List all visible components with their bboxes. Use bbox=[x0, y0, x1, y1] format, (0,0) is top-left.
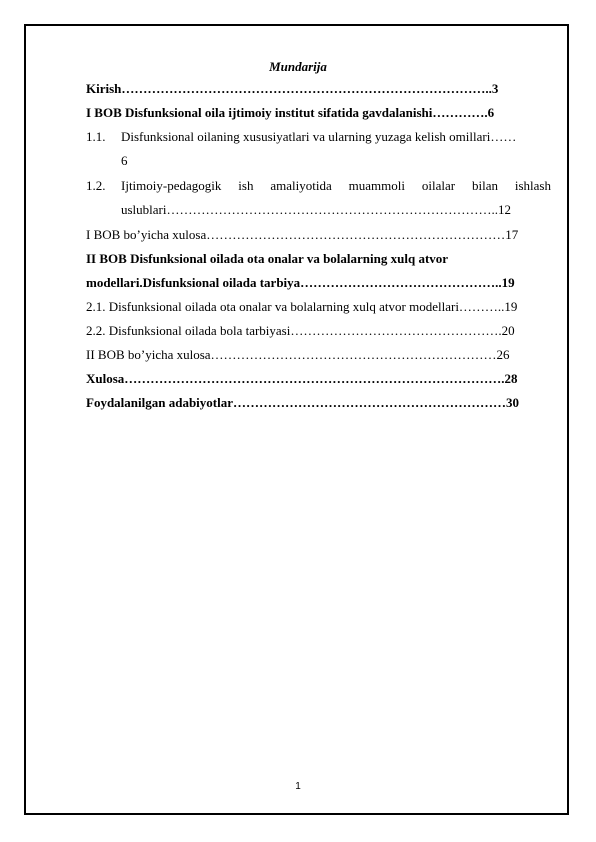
toc-adabiyotlar: Foydalanilgan adabiyotlar………………………………………………………30 bbox=[86, 395, 519, 410]
toc-bob1: I BOB Disfunksional oila ijtimoiy institut sifatida gavdalanishi………….6 bbox=[86, 105, 495, 120]
toc-item21: 2.1. Disfunksional oilada ota onalar va bolalarning xulq atvor modellari………..19 bbox=[86, 299, 518, 314]
toc-item11-text: Disfunksional oilaning xususiyatlari va ularning yuzaga kelish omillari…… bbox=[121, 129, 517, 144]
toc-title: Mundarija bbox=[269, 59, 327, 74]
toc-item12-text: Ijtimoiy-pedagogik ish amaliyotida muammoli oilalar bilan ishlash bbox=[121, 178, 551, 193]
toc-item11-number: 1.1. bbox=[86, 129, 106, 144]
toc-bob2-line2: modellari.Disfunksional oilada tarbiya………………………………………..19 bbox=[86, 275, 515, 290]
toc-item22: 2.2. Disfunksional oilada bola tarbiyasi………………………………………….20 bbox=[86, 323, 515, 338]
toc-bob1-xulosa: I BOB bo’yicha xulosa……………………………………………………………17 bbox=[86, 227, 519, 242]
toc-bob2-xulosa: II BOB bo’yicha xulosa…………………………………………………………26 bbox=[86, 347, 510, 362]
page-number: 1 bbox=[295, 781, 301, 792]
toc-bob2-line1: II BOB Disfunksional oilada ota onalar va bolalarning xulq atvor bbox=[86, 251, 449, 266]
toc-item12-number: 1.2. bbox=[86, 178, 106, 193]
toc-kirish: Kirish…………………………………………………………………………..3 bbox=[86, 81, 499, 96]
toc-item11-page: 6 bbox=[121, 153, 128, 168]
toc-item12-text-cont: uslublari…………………………………………………………………..12 bbox=[121, 202, 511, 217]
toc-xulosa: Xulosa…………………………………………………………………………….28 bbox=[86, 371, 518, 386]
